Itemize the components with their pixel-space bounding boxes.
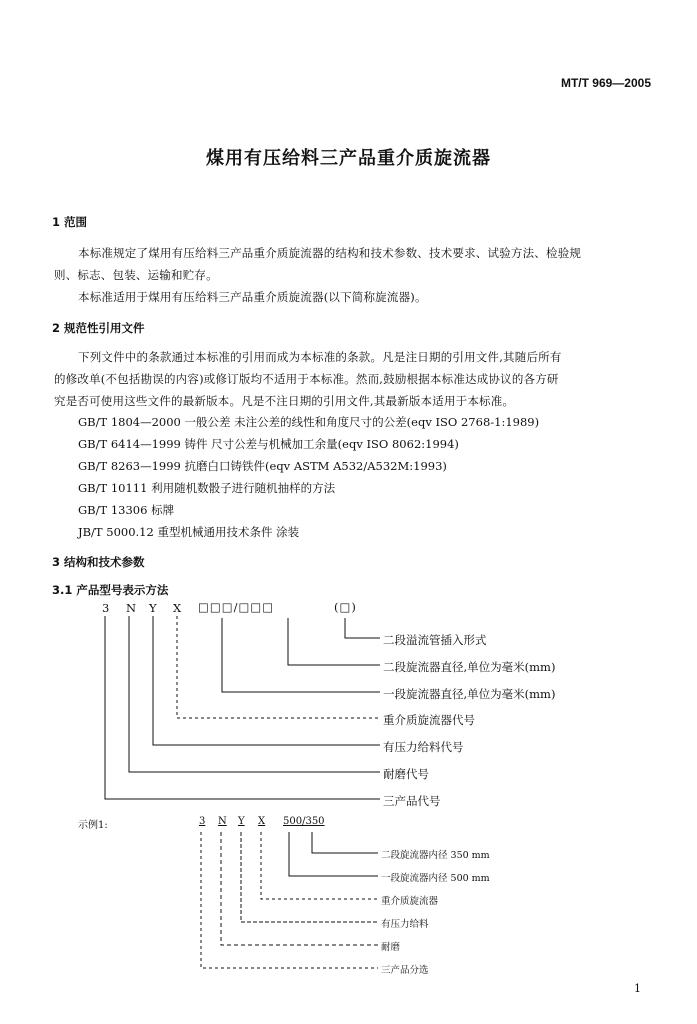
leader-insertion (345, 618, 380, 638)
example-code-diameters: 500/350 (283, 816, 325, 827)
example-code-x: X (258, 816, 266, 827)
section-3-heading: 3 结构和技术参数 (52, 555, 145, 569)
reference-item: GB/T 8263—1999 抗磨白口铸铁件(eqv ASTM A532/A532M:1993) (78, 459, 447, 473)
model-code-char-y: Y (149, 601, 161, 615)
example-code-3: 3 (199, 816, 206, 827)
example-leader-pressure-feed (241, 832, 378, 922)
leader-dense-medium (177, 616, 380, 718)
example-leader-wear (221, 832, 378, 945)
example-label-wear: 耐磨 (381, 942, 401, 953)
reference-item: GB/T 6414—1999 铸件 尺寸公差与机械加工余量(eqv ISO 8062:1994) (78, 437, 459, 451)
model-code-char-n: N (126, 601, 141, 615)
section-2-heading: 2 规范性引用文件 (52, 321, 145, 335)
model-code-char-3: 3 (102, 601, 114, 615)
section-1-para-2: 本标准适用于煤用有压给料三产品重介质旋流器(以下简称旋流器)。 (78, 290, 427, 304)
reference-item: GB/T 13306 标牌 (78, 503, 175, 517)
example-leader-stage1 (289, 832, 378, 876)
leader-pressure-feed (153, 616, 380, 745)
page-number: 1 (634, 982, 641, 995)
model-label-stage2-diameter: 二段旋流器直径,单位为毫米(mm) (383, 660, 556, 674)
section-2-para-line-1: 下列文件中的条款通过本标准的引用而成为本标准的条款。凡是注日期的引用文件,其随后所有 (78, 350, 562, 364)
example-label-stage2: 二段旋流器内径 350 mm (381, 850, 490, 861)
leader-stage1 (222, 618, 380, 692)
section-1-para-1-line-2: 则、标志、包装、运输和贮存。 (54, 268, 218, 282)
example-label-three-product: 三产品分选 (381, 965, 429, 976)
example-code-y: Y (238, 816, 245, 827)
model-label-stage1-diameter: 一段旋流器直径,单位为毫米(mm) (383, 687, 556, 701)
model-code-char-x: X (173, 601, 186, 615)
model-label-pressure-feed: 有压力给料代号 (383, 740, 464, 754)
reference-item: GB/T 10111 利用随机数骰子进行随机抽样的方法 (78, 481, 336, 495)
subsection-3-1-heading: 3.1 产品型号表示方法 (52, 583, 169, 597)
model-label-wear: 耐磨代号 (383, 767, 429, 781)
example-label-dense-medium: 重介质旋流器 (381, 896, 439, 907)
model-code-diameters: □□□/□□□ (198, 600, 275, 614)
example-label: 示例1: (78, 820, 108, 831)
standard-number: MT/T 969—2005 (560, 76, 651, 90)
example-leader-stage2 (312, 832, 378, 853)
example-label-stage1: 一段旋流器内径 500 mm (381, 873, 490, 884)
section-2-para-line-2: 的修改单(不包括勘误的内容)或修订版均不适用于本标准。然而,鼓励根据本标准达成协议的各方研 (54, 372, 559, 386)
leader-wear (129, 616, 380, 772)
example-label-pressure-feed: 有压力给料 (381, 919, 429, 930)
model-label-dense-medium: 重介质旋流器代号 (383, 713, 475, 727)
section-2-para-line-3: 究是否可使用这些文件的最新版本。凡是不注日期的引用文件,其最新版本适用于本标准。 (54, 394, 515, 408)
example-leader-dense-medium (261, 832, 378, 899)
model-label-insertion: 二段溢流管插入形式 (383, 633, 487, 647)
document-title: 煤用有压给料三产品重介质旋流器 (206, 148, 491, 169)
reference-item: JB/T 5000.12 重型机械通用技术条件 涂装 (78, 525, 300, 539)
section-1-heading: 1 范围 (52, 215, 88, 229)
model-code-insertion: (□) (334, 600, 357, 614)
reference-item: GB/T 1804—2000 一般公差 未注公差的线性和角度尺寸的公差(eqv ISO 2768-1:1989) (78, 415, 540, 429)
example-code-n: N (218, 816, 227, 827)
model-label-three-product: 三产品代号 (383, 794, 441, 808)
section-1-para-1-line-1: 本标准规定了煤用有压给料三产品重介质旋流器的结构和技术参数、技术要求、试验方法、检验规 (78, 246, 582, 260)
leader-stage2 (288, 618, 380, 665)
